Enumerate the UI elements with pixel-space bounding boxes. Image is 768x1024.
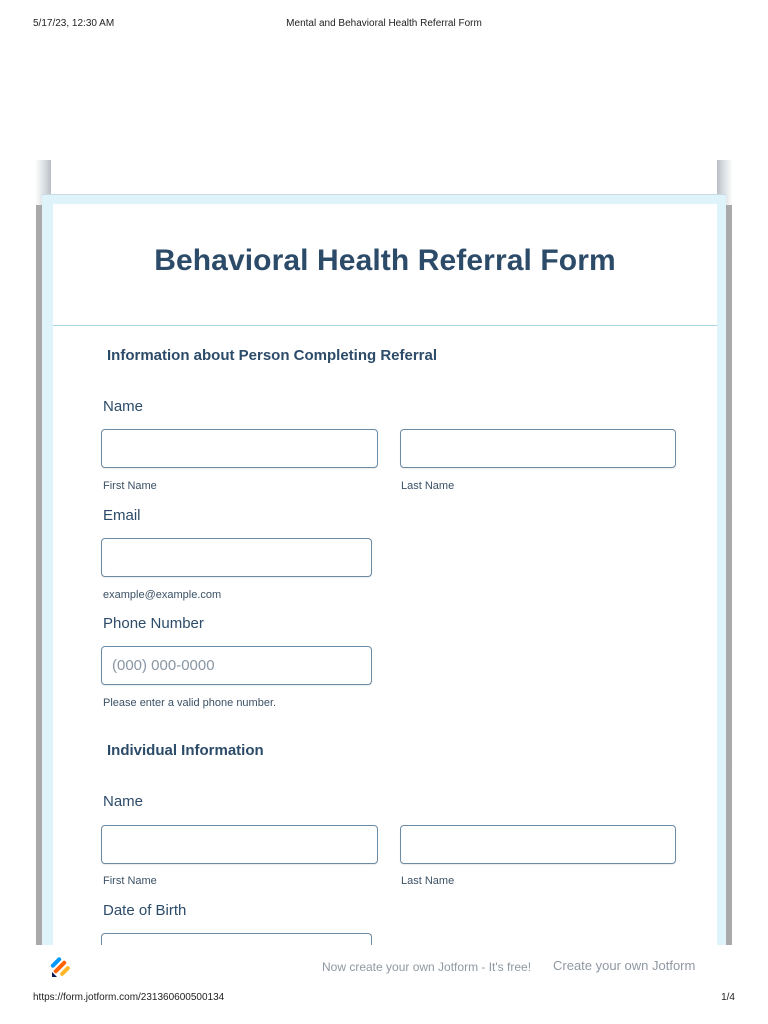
referrer-phone-label: Phone Number <box>103 615 204 632</box>
individual-dob-label: Date of Birth <box>103 902 187 919</box>
print-title: Mental and Behavioral Health Referral Form <box>286 18 482 29</box>
referrer-email-input[interactable] <box>101 538 372 577</box>
referrer-email-label: Email <box>103 507 141 524</box>
referrer-phone-field[interactable] <box>102 647 371 684</box>
referrer-first-name-field[interactable] <box>102 430 377 467</box>
individual-name-label: Name <box>103 793 144 810</box>
section-heading-individual: Individual Information <box>107 742 264 759</box>
individual-last-name-input[interactable] <box>400 825 676 864</box>
promo-tagline: Now create your own Jotform - It's free! <box>322 960 532 974</box>
print-datetime: 5/17/23, 12:30 AM <box>33 18 115 29</box>
form-title: Behavioral Health Referral Form <box>154 244 616 277</box>
form-header <box>53 204 717 326</box>
referrer-phone-sublabel: Please enter a valid phone number. <box>103 697 277 709</box>
create-jotform-link[interactable]: Create your own Jotform <box>553 958 696 973</box>
individual-last-name-field[interactable] <box>401 826 675 863</box>
individual-dob-input[interactable] <box>101 933 372 945</box>
individual-first-name-input[interactable] <box>101 825 378 864</box>
form-card <box>53 204 717 945</box>
jotform-logo-icon[interactable] <box>49 955 73 979</box>
referrer-name-label: Name <box>103 398 144 415</box>
print-footer <box>33 992 735 1006</box>
referrer-email-field[interactable] <box>102 539 371 576</box>
jotform-promo-bar <box>36 945 732 990</box>
referrer-last-name-sublabel: Last Name <box>401 480 455 492</box>
print-header <box>33 18 735 32</box>
referrer-last-name-input[interactable] <box>400 429 676 468</box>
print-url: https://form.jotform.com/231360600500134 <box>33 992 225 1003</box>
individual-first-name-sublabel: First Name <box>103 875 157 887</box>
right-border-bar <box>726 205 732 945</box>
referrer-first-name-input[interactable] <box>101 429 378 468</box>
referrer-first-name-sublabel: First Name <box>103 480 157 492</box>
individual-last-name-sublabel: Last Name <box>401 875 455 887</box>
referrer-email-sublabel: example@example.com <box>103 589 222 601</box>
individual-first-name-field[interactable] <box>102 826 377 863</box>
print-page-number: 1/4 <box>721 992 735 1003</box>
referrer-phone-input[interactable] <box>101 646 372 685</box>
referrer-last-name-field[interactable] <box>401 430 675 467</box>
section-heading-referrer: Information about Person Completing Referral <box>107 347 438 364</box>
